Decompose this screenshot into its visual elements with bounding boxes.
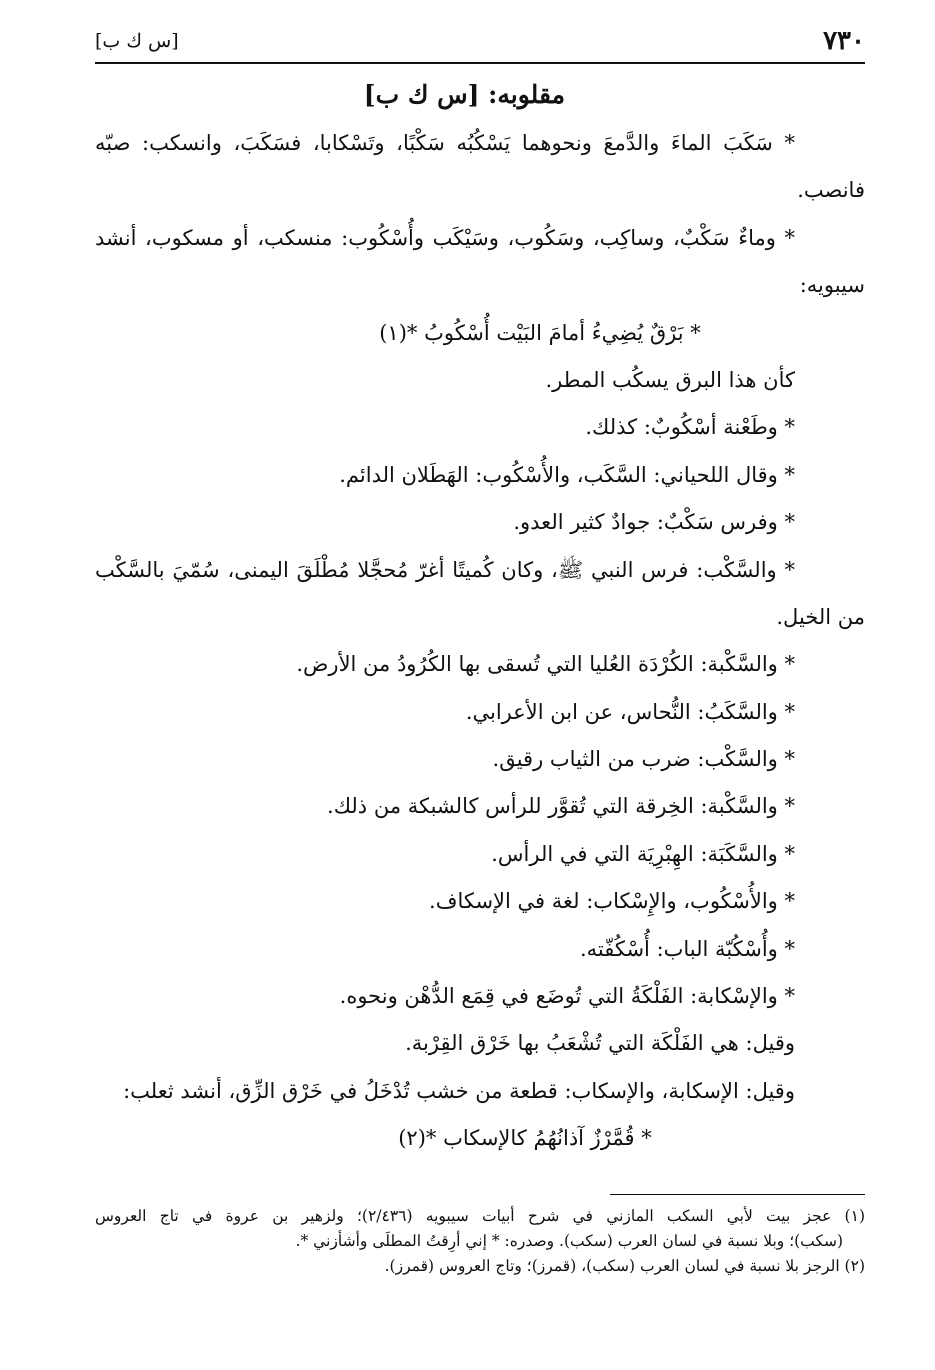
body-line: * وطَعْنة أسْكُوبٌ: كذلك.	[585, 415, 795, 440]
body-line: * سَكَبَ الماءَ والدَّمعَ ونحوهما يَسْكُبُه سَكْبًا، وتَسْكابا، فسَكَبَ، وانسكب: صبّه	[95, 131, 795, 155]
body-line: * والسَّكَبَة: الهِبْرِيَة التي في الرأس.	[491, 841, 795, 866]
page-header	[95, 22, 865, 64]
section-title: مقلوبه: [س ك ب]	[363, 80, 565, 109]
footnote-line: (١) عجز بيت لأبي السكب المازني في شرح أبيات سيبويه (٢/٤٣٦)؛ ولزهير بن عروة في تاج العروس	[95, 1207, 865, 1225]
body-line: وقيل: الإسكابة، والإسكاب: قطعة من خشب تُدْخَلُ في خَرْق الزِّق، أنشد ثعلب:	[123, 1078, 795, 1103]
body-line: * والسَّكْب: فرس النبي ﷺ، وكان كُميتًا أغرّ مُحجَّلا مُطْلَقَ اليمنى، سُمّيَ بالسَّكْب	[95, 557, 795, 582]
body-line: سيبويه:	[799, 273, 865, 298]
body-line: وقيل: هي الفَلْكَة التي تُشْعَبُ بها خَرْق القِرْبة.	[405, 1031, 795, 1056]
footnote-line: (٢) الرجز بلا نسبة في لسان العرب (سكب)، (قمرز)؛ وتاج العروس (قمرز).	[384, 1257, 865, 1275]
body-line: * وماءٌ سَكْبٌ، وساكِب، وسَكُوب، وسَيْكَب وأُسْكُوب: منسكب، أو مسكوب، أنشد	[95, 225, 795, 250]
footnotes	[95, 1204, 865, 1279]
body-line: * وقال اللحياني: السَّكَب، والأُسْكُوب: الهَطَلان الدائم.	[339, 462, 795, 487]
body-line: * وفرس سَكْبٌ: جوادٌ كثير العدو.	[513, 510, 795, 535]
body-line: * والسَّكْبة: الخِرقة التي تُقوَّر للرأس كالشبكة من ذلك.	[327, 794, 795, 819]
body-line: * والإسْكابة: الفَلْكَةُ التي تُوضَع في قِمَع الدُّهْن ونحوه.	[339, 984, 795, 1009]
page-number: ٧٣٠	[823, 26, 865, 56]
body-line: كأن هذا البرق يسكُب المطر.	[545, 367, 795, 392]
body-line: * والسَّكَبُ: النُّحاس، عن ابن الأعرابي.	[465, 699, 795, 724]
body-line: فانصب.	[797, 178, 865, 203]
body-line: * والسَّكْبة: الكُرْدَة العُليا التي تُسقى بها الكُرُودُ من الأرض.	[296, 652, 795, 677]
verse-line: * قُمَّرْزٌ آذانُهُمُ كالإسكاب *(٢)	[398, 1126, 652, 1151]
running-head: [س ك ب]	[95, 30, 179, 52]
body-line: من الخيل.	[776, 604, 865, 629]
footnote-line: (سكب)؛ وبلا نسبة في لسان العرب (سكب). وصدره: * إني أرِقتُ المطلَى وأشأزني *.	[295, 1232, 843, 1250]
verse-line: * بَرْقٌ يُضِيءُ أمامَ البَيْت أُسْكُوبُ *(١)	[379, 320, 701, 345]
body-text	[95, 120, 865, 1163]
footnote-separator	[610, 1194, 865, 1195]
body-line: * والسَّكْب: ضرب من الثياب رقيق.	[492, 747, 795, 772]
body-line: * والأُسْكُوب، والإِسْكاب: لغة في الإسكاف.	[429, 889, 795, 914]
body-line: * وأُسْكُبّة الباب: أُسْكُفّته.	[579, 936, 795, 961]
